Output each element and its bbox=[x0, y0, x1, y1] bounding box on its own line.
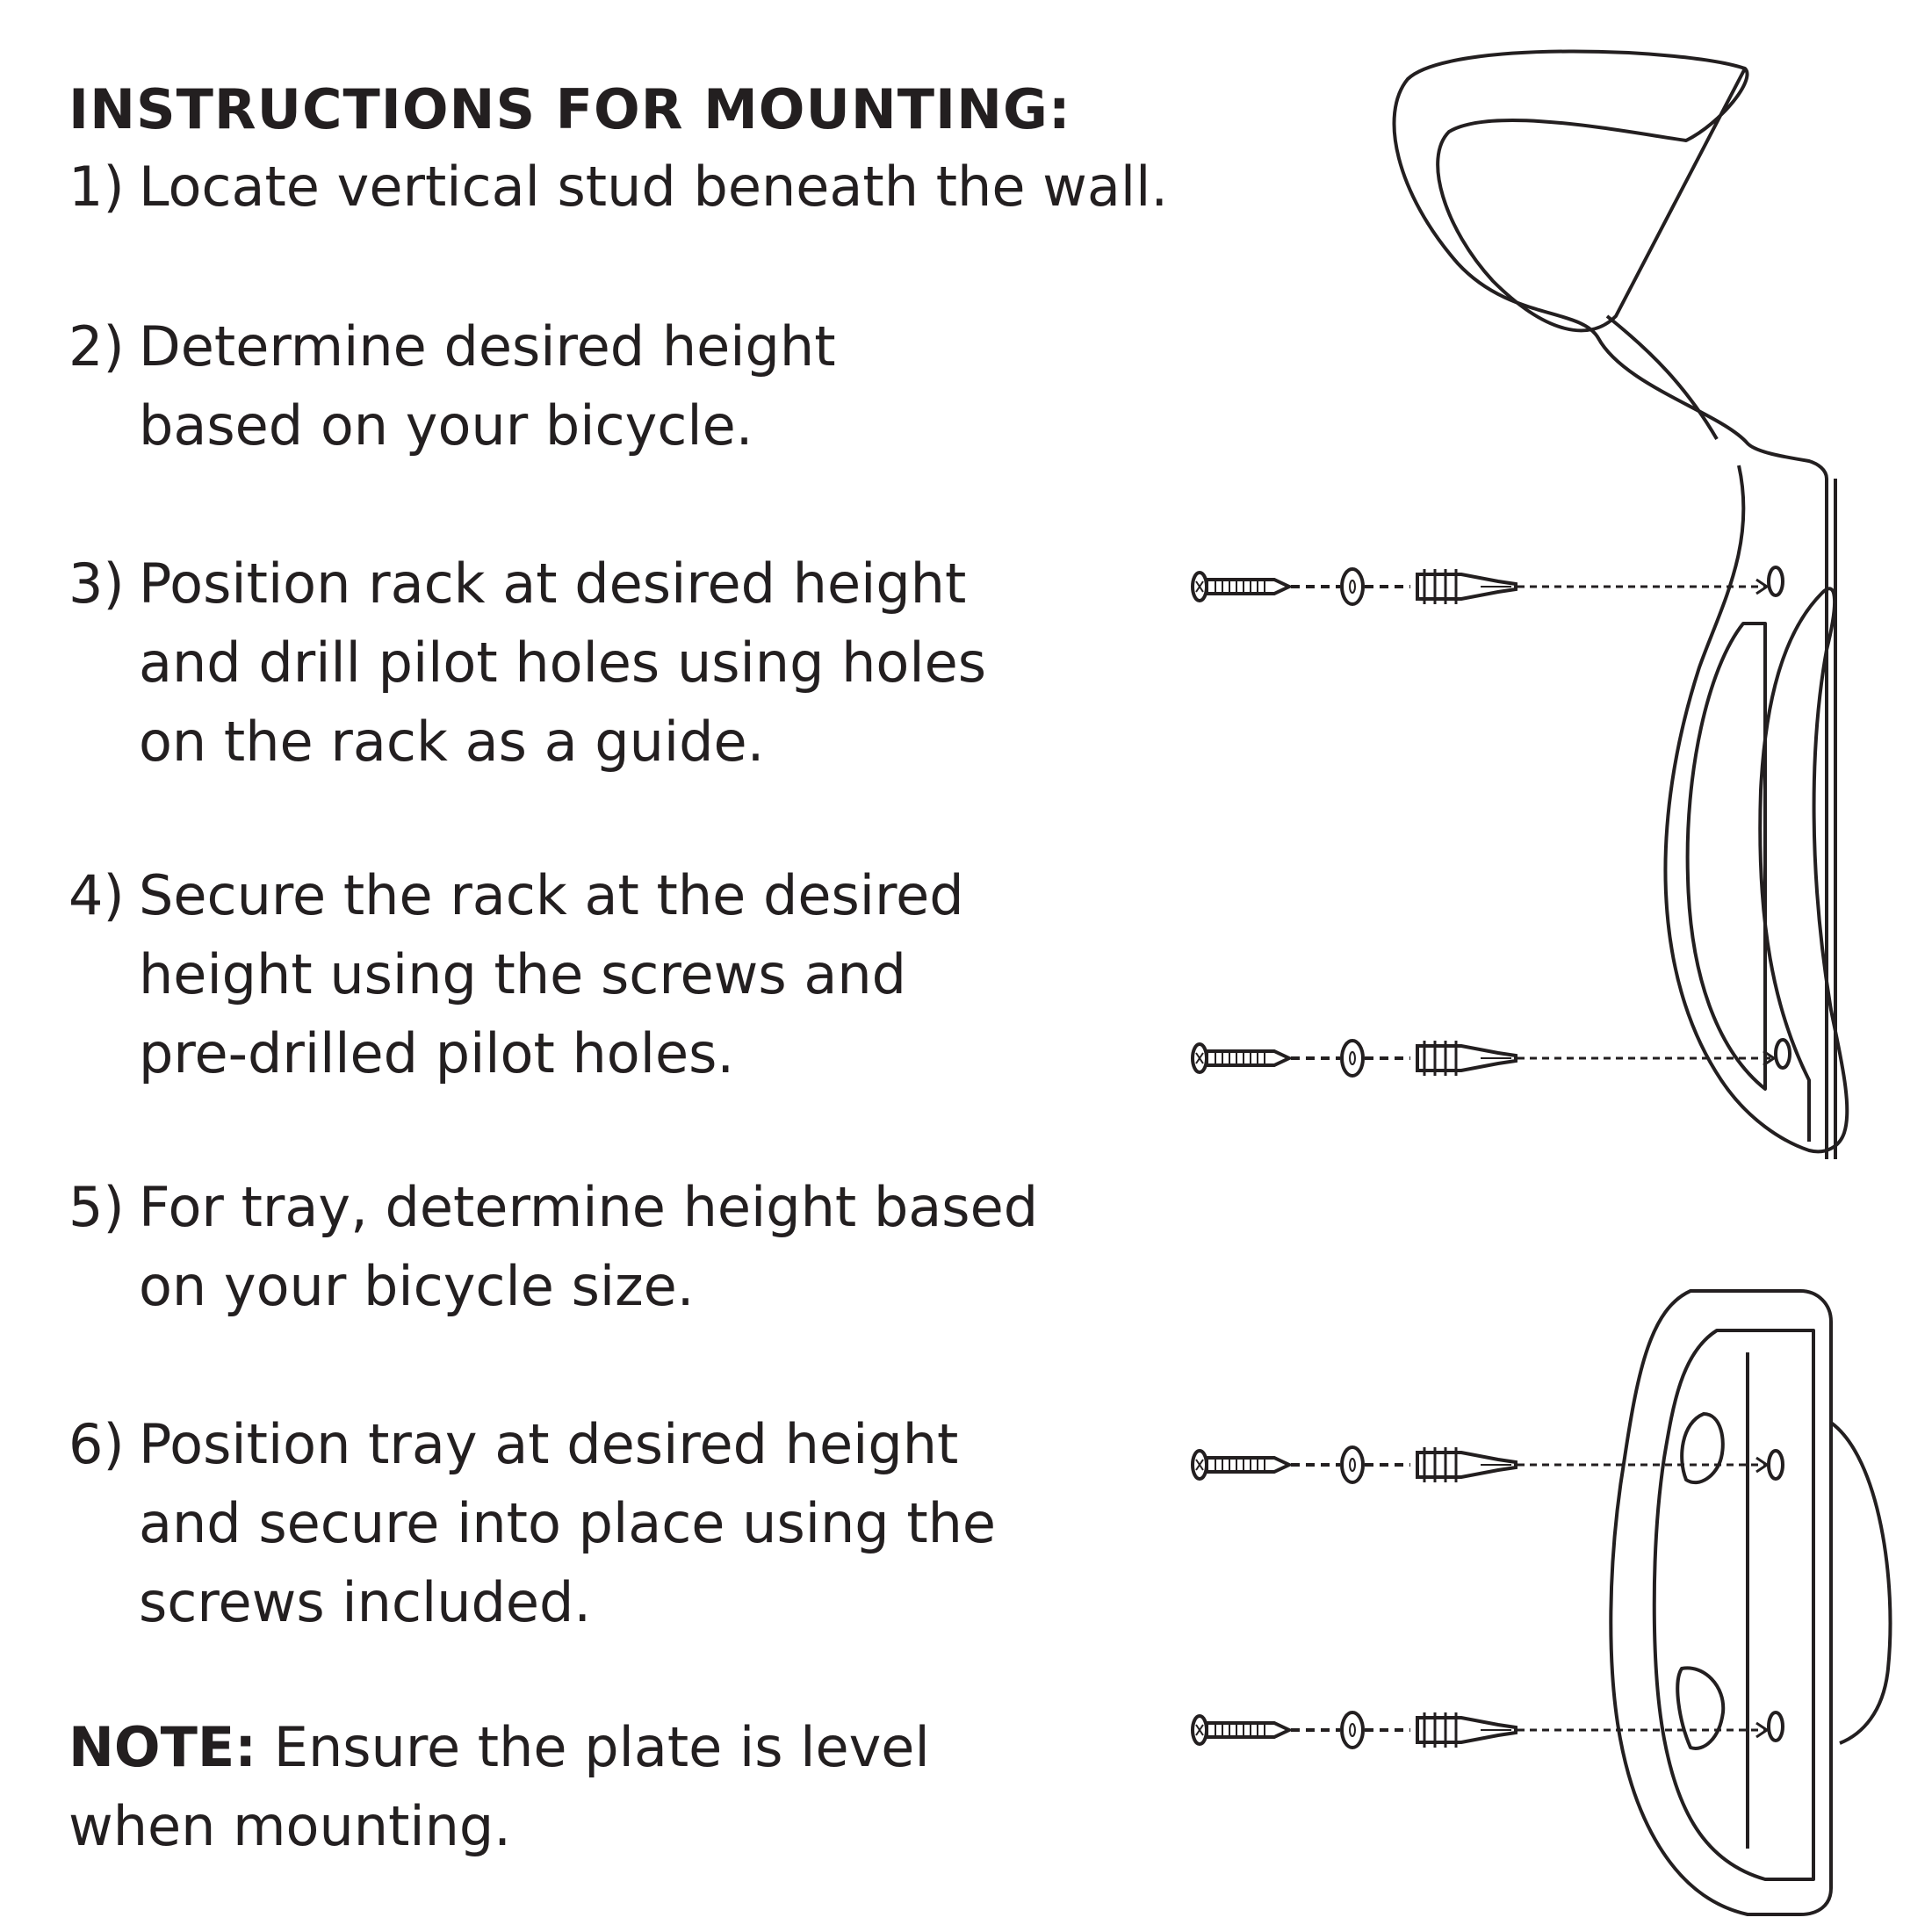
note-label: NOTE: bbox=[68, 1715, 257, 1779]
step-number: 3) bbox=[68, 551, 125, 616]
screw-wall-anchor-assembly bbox=[1193, 1041, 1774, 1076]
step-number: 4) bbox=[68, 863, 125, 927]
step-text-continued: and drill pilot holes using holes bbox=[139, 631, 987, 695]
step-text-continued: based on your bicycle. bbox=[139, 393, 753, 458]
step-number: 6) bbox=[68, 1412, 125, 1476]
step-text: Secure the rack at the desired bbox=[139, 863, 964, 927]
bike-tray-diagram bbox=[1611, 1291, 1890, 1914]
screw-wall-anchor-assembly bbox=[1193, 569, 1767, 604]
step-text-continued: on your bicycle size. bbox=[139, 1254, 695, 1318]
step-text: Position tray at desired height bbox=[139, 1412, 959, 1476]
step-number: 1) bbox=[68, 155, 125, 219]
step-text-continued: and secure into place using the bbox=[139, 1491, 997, 1555]
step-text: Position rack at desired height bbox=[139, 551, 967, 616]
step-text-continued: screws included. bbox=[139, 1570, 592, 1634]
bike-hook-diagram bbox=[1394, 51, 1847, 1159]
note-text: Ensure the plate is level bbox=[273, 1715, 930, 1779]
step-number: 2) bbox=[68, 314, 125, 378]
step-text: Determine desired height bbox=[139, 314, 836, 378]
step-text-continued: height using the screws and bbox=[139, 942, 906, 1006]
note-text-continued: when mounting. bbox=[68, 1794, 511, 1858]
step-text-continued: pre-drilled pilot holes. bbox=[139, 1021, 735, 1085]
step-number: 5) bbox=[68, 1175, 125, 1239]
step-text-continued: on the rack as a guide. bbox=[139, 710, 765, 774]
step-text: Locate vertical stud beneath the wall. bbox=[139, 155, 1169, 219]
step-text: For tray, determine height based bbox=[139, 1175, 1039, 1239]
instructions-title: INSTRUCTIONS FOR MOUNTING: bbox=[68, 77, 1071, 141]
